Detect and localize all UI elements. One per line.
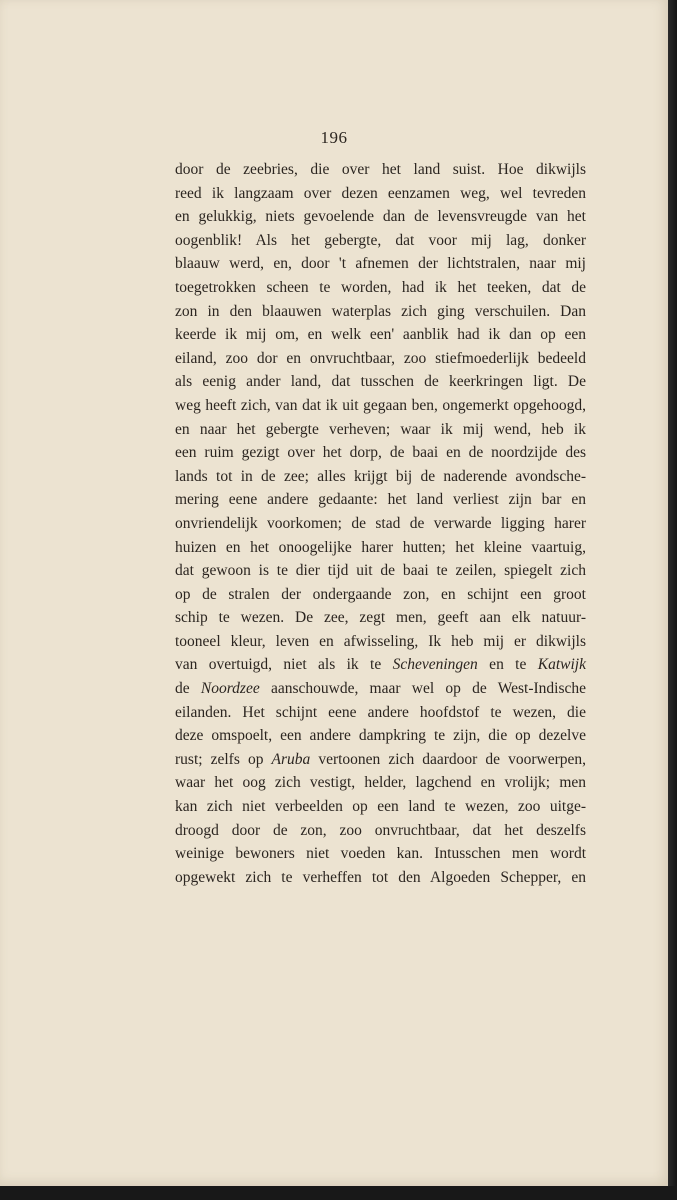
text-line: weg heeft zich, van dat ik uit gegaan ben, ongemerkt opgehoogd, (175, 396, 586, 414)
text-line: deze omspoelt, een andere dampkring te zijn, die op dezelve (175, 727, 586, 745)
text-line: toegetrokken scheen te worden, had ik het teeken, dat de (175, 278, 586, 296)
text-line: eiland, zoo dor en onvruchtbaar, zoo stiefmoederlijk bedeeld (175, 349, 586, 367)
text-line: blaauw werd, en, door 't afnemen der lichtstralen, naar mij (175, 255, 586, 273)
text-line: mering eene andere gedaante: het land verliest zijn bar en (175, 491, 586, 509)
text-line: weinige bewoners niet voeden kan. Intusschen men wordt (175, 845, 586, 863)
text-line: door de zeebries, die over het land suist. Hoe dikwijls (175, 161, 586, 178)
text-line: en naar het gebergte verheven; waar ik mij wend, heb ik (175, 420, 586, 438)
page-edge-right (668, 0, 677, 1200)
body-text (175, 158, 586, 889)
text-line: rust; zelfs op Aruba vertoonen zich daardoor de voorwerpen, (175, 750, 586, 768)
text-line: van overtuigd, niet als ik te Scheveningen en te Katwijk (175, 656, 586, 674)
italic-name: Katwijk (537, 656, 586, 674)
text-line: droogd door de zon, zoo onvruchtbaar, dat het deszelfs (175, 821, 586, 839)
text-line: reed ik langzaam over dezen eenzamen weg, wel tevreden (175, 184, 586, 202)
text-line: tooneel kleur, leven en afwisseling, Ik heb mij er dikwijls (175, 632, 586, 650)
text-line: en gelukkig, niets gevoelende dan de levensvreugde van het (175, 208, 586, 226)
text-line: oogenblik! Als het gebergte, dat voor mij lag, donker (175, 231, 586, 249)
text-line: op de stralen der ondergaande zon, en schijnt een groot (175, 585, 586, 603)
italic-name: Noordzee (200, 680, 260, 698)
text-line: de Noordzee aanschouwde, maar wel op de West-Indische (175, 680, 586, 698)
text-line: dat gewoon is te dier tijd uit de baai te zeilen, spiegelt zich (175, 562, 586, 580)
text-line: schip te wezen. De zee, zegt men, geeft aan elk natuur- (175, 609, 586, 627)
text-line: huizen en het onoogelijke harer hutten; het kleine vaartuig, (175, 538, 586, 556)
page-number: 196 (320, 128, 348, 147)
text-line: opgewekt zich te verheffen tot den Algoeden Schepper, en (175, 868, 586, 886)
text-line: kan zich niet verbeelden op een land te wezen, zoo uitge- (175, 798, 586, 816)
italic-name: Aruba (271, 750, 311, 768)
text-line: waar het oog zich vestigt, helder, lagchend en vrolijk; men (175, 774, 586, 792)
text-line: als eenig ander land, dat tusschen de keerkringen ligt. De (175, 373, 586, 391)
italic-name: Scheveningen (392, 656, 478, 674)
text-line: onvriendelijk voorkomen; de stad de verwarde ligging harer (175, 514, 586, 532)
text-line: eilanden. Het schijnt eene andere hoofdstof te wezen, die (175, 703, 586, 721)
text-line: een ruim gezigt over het dorp, de baai en de noordzijde des (175, 444, 586, 462)
text-line: lands tot in de zee; alles krijgt bij de naderende avondsche- (175, 467, 586, 485)
text-line: zon in den blaauwen waterplas zich ging verschuilen. Dan (175, 302, 586, 320)
text-line: keerde ik mij om, en welk een' aanblik had ik dan op een (175, 326, 586, 344)
page-edge-bottom (0, 1186, 677, 1200)
